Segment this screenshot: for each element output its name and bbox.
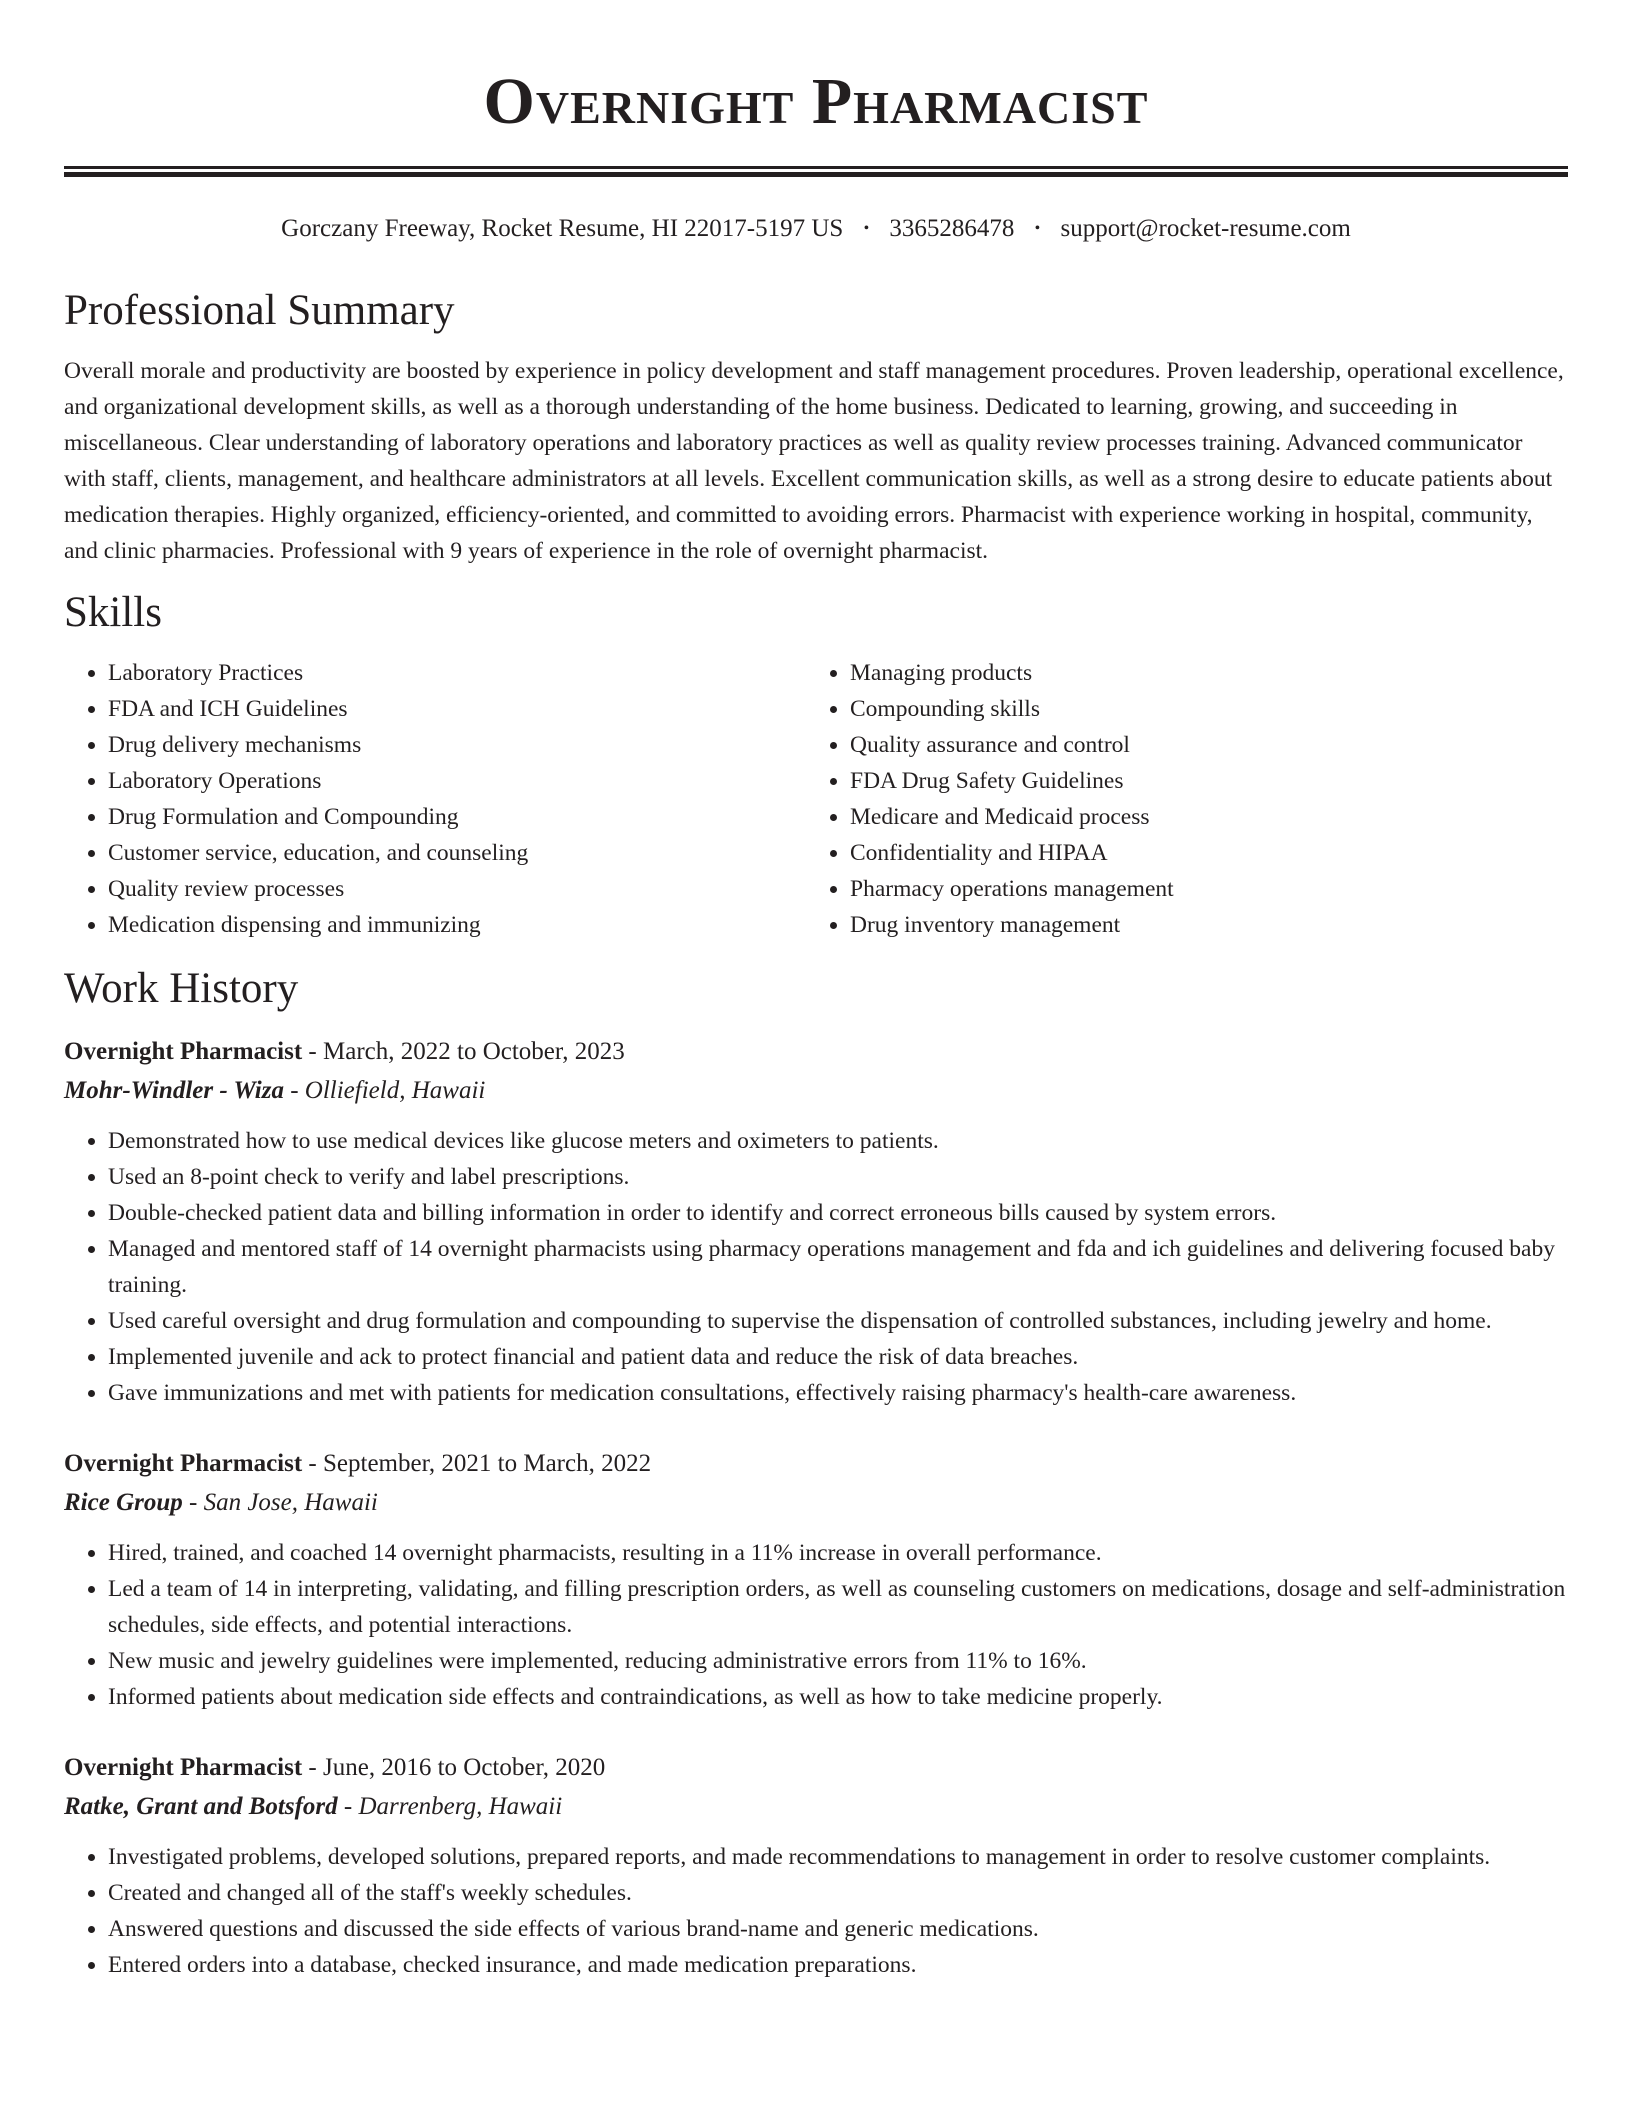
skills-left-column bbox=[64, 655, 806, 943]
job-bullet: • Demonstrated how to use medical devices like glucose meters and oximeters to patients. bbox=[108, 1123, 1568, 1159]
job-role: Overnight Pharmacist bbox=[64, 1038, 303, 1065]
job-bullet: • Created and changed all of the staff's weekly schedules. bbox=[108, 1875, 1568, 1911]
job-entry bbox=[64, 1033, 1568, 1411]
skill-item: • Drug inventory management bbox=[850, 907, 1548, 943]
job-company: Ratke, Grant and Botsford bbox=[64, 1793, 338, 1820]
job-company: Rice Group bbox=[64, 1489, 183, 1516]
job-company: Mohr-Windler - Wiza bbox=[64, 1077, 284, 1104]
skill-item: • Medicare and Medicaid process bbox=[850, 799, 1548, 835]
job-bullet: • Used an 8-point check to verify and label prescriptions. bbox=[108, 1159, 1568, 1195]
job-dates: - March, 2022 to October, 2023 bbox=[302, 1038, 625, 1065]
job-bullet: • Gave immunizations and met with patients for medication consultations, effectively raising pharmacy's health-care awareness. bbox=[108, 1375, 1568, 1411]
job-bullet: • Managed and mentored staff of 14 overnight pharmacists using pharmacy operations management and fda and ich guidelines and delivering focused baby training. bbox=[108, 1231, 1568, 1303]
job-bullets bbox=[64, 1535, 1568, 1715]
skill-item: • Quality review processes bbox=[108, 871, 806, 907]
skill-item: • Compounding skills bbox=[850, 691, 1548, 727]
contact-line bbox=[64, 213, 1568, 245]
skills-heading: Skills bbox=[64, 589, 162, 636]
resume-name: Overnight Pharmacist bbox=[483, 65, 1149, 138]
job-title-line bbox=[64, 1445, 1568, 1483]
skill-item: • FDA Drug Safety Guidelines bbox=[850, 763, 1548, 799]
skill-item: • Laboratory Operations bbox=[108, 763, 806, 799]
contact-address: Gorczany Freeway, Rocket Resume, HI 22017-5197 US bbox=[281, 215, 844, 242]
job-bullet: • Investigated problems, developed solutions, prepared reports, and made recommendations to management in order to resolve customer complaints. bbox=[108, 1839, 1568, 1875]
job-title-line bbox=[64, 1033, 1568, 1071]
job-company-line bbox=[64, 1483, 1568, 1523]
contact-separator: • bbox=[1034, 220, 1041, 237]
contact-phone: 3365286478 bbox=[889, 215, 1015, 242]
skill-item: • Drug Formulation and Compounding bbox=[108, 799, 806, 835]
skill-item: • Laboratory Practices bbox=[108, 655, 806, 691]
job-location: - Olliefield, Hawaii bbox=[283, 1077, 486, 1104]
job-dates: - September, 2021 to March, 2022 bbox=[302, 1450, 652, 1477]
header-double-rule bbox=[64, 166, 1568, 177]
skill-item: • FDA and ICH Guidelines bbox=[108, 691, 806, 727]
job-bullet: • Entered orders into a database, checked insurance, and made medication preparations. bbox=[108, 1947, 1568, 1983]
job-bullets bbox=[64, 1123, 1568, 1411]
skills-grid bbox=[64, 655, 1568, 943]
contact-separator: • bbox=[863, 220, 870, 237]
job-bullet: • Hired, trained, and coached 14 overnight pharmacists, resulting in a 11% increase in overall performance. bbox=[108, 1535, 1568, 1571]
job-entry bbox=[64, 1445, 1568, 1715]
skill-item: • Confidentiality and HIPAA bbox=[850, 835, 1548, 871]
job-bullet: • Used careful oversight and drug formulation and compounding to supervise the dispensation of controlled substances, including jewelry and home. bbox=[108, 1303, 1568, 1339]
job-location: - San Jose, Hawaii bbox=[182, 1489, 378, 1516]
skill-item: • Pharmacy operations management bbox=[850, 871, 1548, 907]
skill-item: • Quality assurance and control bbox=[850, 727, 1548, 763]
job-bullet: • Implemented juvenile and ack to protect financial and patient data and reduce the risk of data breaches. bbox=[108, 1339, 1568, 1375]
summary-heading: Professional Summary bbox=[64, 287, 455, 334]
job-bullets bbox=[64, 1839, 1568, 1983]
skill-item: • Managing products bbox=[850, 655, 1548, 691]
job-title-line bbox=[64, 1749, 1568, 1787]
job-bullet: • New music and jewelry guidelines were implemented, reducing administrative errors from 11% to 16%. bbox=[108, 1643, 1568, 1679]
job-entry bbox=[64, 1749, 1568, 1983]
job-dates: - June, 2016 to October, 2020 bbox=[302, 1754, 606, 1781]
job-role: Overnight Pharmacist bbox=[64, 1450, 303, 1477]
job-company-line bbox=[64, 1787, 1568, 1827]
skill-item: • Medication dispensing and immunizing bbox=[108, 907, 806, 943]
job-bullet: • Informed patients about medication side effects and contraindications, as well as how to take medicine properly. bbox=[108, 1679, 1568, 1715]
job-bullet: • Led a team of 14 in interpreting, validating, and filling prescription orders, as well as counseling customers on medications, dosage and self-administration schedules, side effects, and potential interactions. bbox=[108, 1571, 1568, 1643]
skills-right-column bbox=[806, 655, 1548, 943]
job-role: Overnight Pharmacist bbox=[64, 1754, 303, 1781]
job-bullet: • Double-checked patient data and billing information in order to identify and correct erroneous bills caused by system errors. bbox=[108, 1195, 1568, 1231]
job-bullet: • Answered questions and discussed the side effects of various brand-name and generic medications. bbox=[108, 1911, 1568, 1947]
skill-item: • Customer service, education, and counseling bbox=[108, 835, 806, 871]
job-location: - Darrenberg, Hawaii bbox=[337, 1793, 563, 1820]
contact-email: support@rocket-resume.com bbox=[1060, 215, 1351, 242]
work-history-heading: Work History bbox=[64, 965, 299, 1012]
skill-item: • Drug delivery mechanisms bbox=[108, 727, 806, 763]
job-company-line bbox=[64, 1071, 1568, 1111]
summary-text: Overall morale and productivity are boosted by experience in policy development and staff management procedures. Proven leadership, operational excellence, and organizational development skills, as well as a thorough understanding of the home business. Dedicated to learning, growing, and succeeding in miscellaneous. Clear understanding of laboratory operations and laboratory practices as well as quality review processes training. Advanced communicator with staff, clients, management, and healthcare administrators at all levels. Excellent communication skills, as well as a strong desire to educate patients about medication therapies. Highly organized, efficiency-oriented, and committed to avoiding errors. Pharmacist with experience working in hospital, community, and clinic pharmacies. Professional with 9 years of experience in the role of overnight pharmacist. bbox=[64, 358, 1564, 564]
